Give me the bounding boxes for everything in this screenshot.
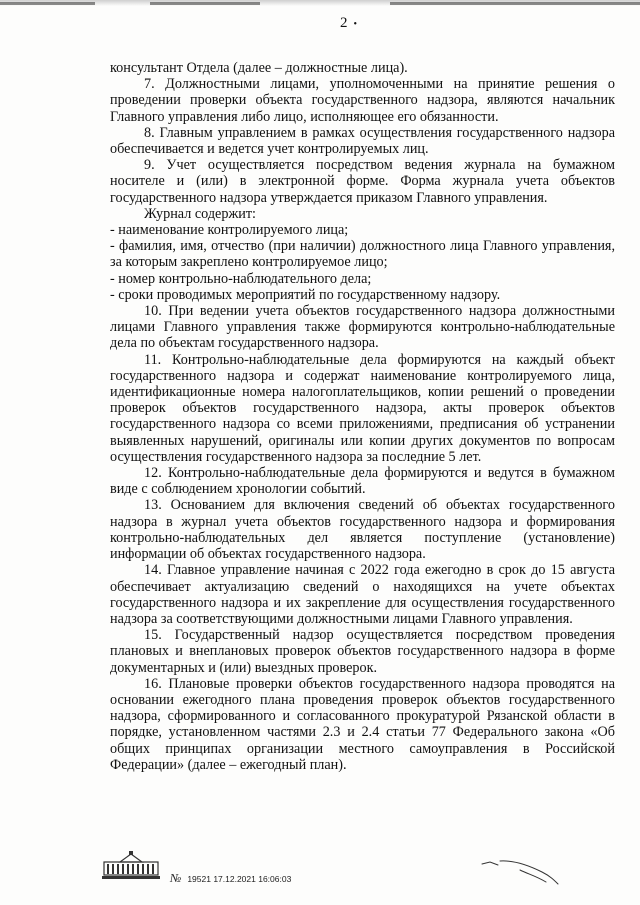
handwritten-signature bbox=[480, 852, 560, 892]
paragraph: - номер контрольно-наблюдательного дела; bbox=[110, 270, 372, 287]
paragraph: 9. Учет осуществляется посредством ведения журнала на бумажном носителе и (или) в электронной форме. Форма журнала учета объектов государственного надзора утверждается приказом Главного управления. bbox=[110, 157, 615, 206]
paragraph: 10. При ведении учета объектов государственного надзора должностными лицами Главного управления также формируются контрольно-наблюдательные дела по объектам государственного надзора. bbox=[110, 303, 615, 352]
paragraph: 16. Плановые проверки объектов государственного надзора проводятся на основании ежегодного плана проведения проверок объектов государственного надзора, сформированного и согласованного прокуратурой Рязанской области в порядке, установленном частями 2.3 и 2.4 статьи 77 Федерального закона «Об общих принципах организации местного самоуправления в Российской Федерации» (далее – ежегодный план). bbox=[110, 675, 615, 773]
registration-number-date: 19521 17.12.2021 16:06:03 bbox=[187, 874, 292, 884]
scan-artifact bbox=[150, 2, 260, 5]
registration-stamp bbox=[170, 871, 291, 886]
paragraph: - наименование контролируемого лица; bbox=[110, 222, 349, 239]
page-number bbox=[340, 15, 357, 32]
paragraph: - сроки проводимых мероприятий по государственному надзору. bbox=[110, 286, 501, 303]
paragraph: 12. Контрольно-наблюдательные дела формируются и ведутся в бумажном виде с соблюдением хронологии событий. bbox=[110, 465, 615, 498]
paragraph: 7. Должностными лицами, уполномоченными на принятие решения о проведении проверки объекта государственного надзора, являются начальник Главного управления либо лицо, исполняющее его обязанности. bbox=[110, 76, 615, 125]
number-sign: № bbox=[170, 871, 182, 885]
scan-artifact bbox=[0, 2, 95, 5]
paragraph: 13. Основанием для включения сведений об объектах государственного надзора в журнал учета объектов государственного надзора и формирования контрольно-наблюдательных дел является поступление (установление) информации об объектах государственного надзора. bbox=[110, 497, 615, 563]
paragraph: консультант Отдела (далее – должностные лица). bbox=[110, 60, 408, 76]
government-building-logo bbox=[100, 850, 162, 880]
page-number-value: 2 bbox=[340, 15, 348, 31]
paragraph: 14. Главное управление начиная с 2022 года ежегодно в срок до 15 августа обеспечивает актуализацию сведений о находящихся на учете объектах государственного надзора и их закрепление для осуществления государственного надзора за соответствующими должностными лицами Главного управления. bbox=[110, 562, 615, 627]
paragraph: - фамилия, имя, отчество (при наличии) должностного лица Главного управления, за которым закреплено контролируемое лицо; bbox=[110, 238, 615, 271]
paragraph: 11. Контрольно-наблюдательные дела формируются на каждый объект государственного надзора и содержат наименование контролируемого лица, идентификационные номера налогоплательщиков, копии решений о проведении проверок объектов государственного надзора, акты проверок объектов государственного надзора со всеми приложениями, предписания об устранении выявленных нарушений, оригиналы или копии других документов по вопросам осуществления государственного надзора за последние 5 лет. bbox=[110, 351, 615, 465]
paragraph: 8. Главным управлением в рамках осуществления государственного надзора обеспечивается и ведется учет контролируемых лиц. bbox=[110, 124, 615, 158]
scan-artifact bbox=[390, 2, 640, 5]
paragraph: Журнал содержит: bbox=[144, 205, 256, 222]
page-number-dot: • bbox=[353, 19, 358, 30]
document-body bbox=[110, 60, 615, 773]
paragraph: 15. Государственный надзор осуществляется посредством проведения плановых и внеплановых проверок объектов государственного надзора в форме документарных и (или) выездных проверок. bbox=[110, 627, 615, 676]
